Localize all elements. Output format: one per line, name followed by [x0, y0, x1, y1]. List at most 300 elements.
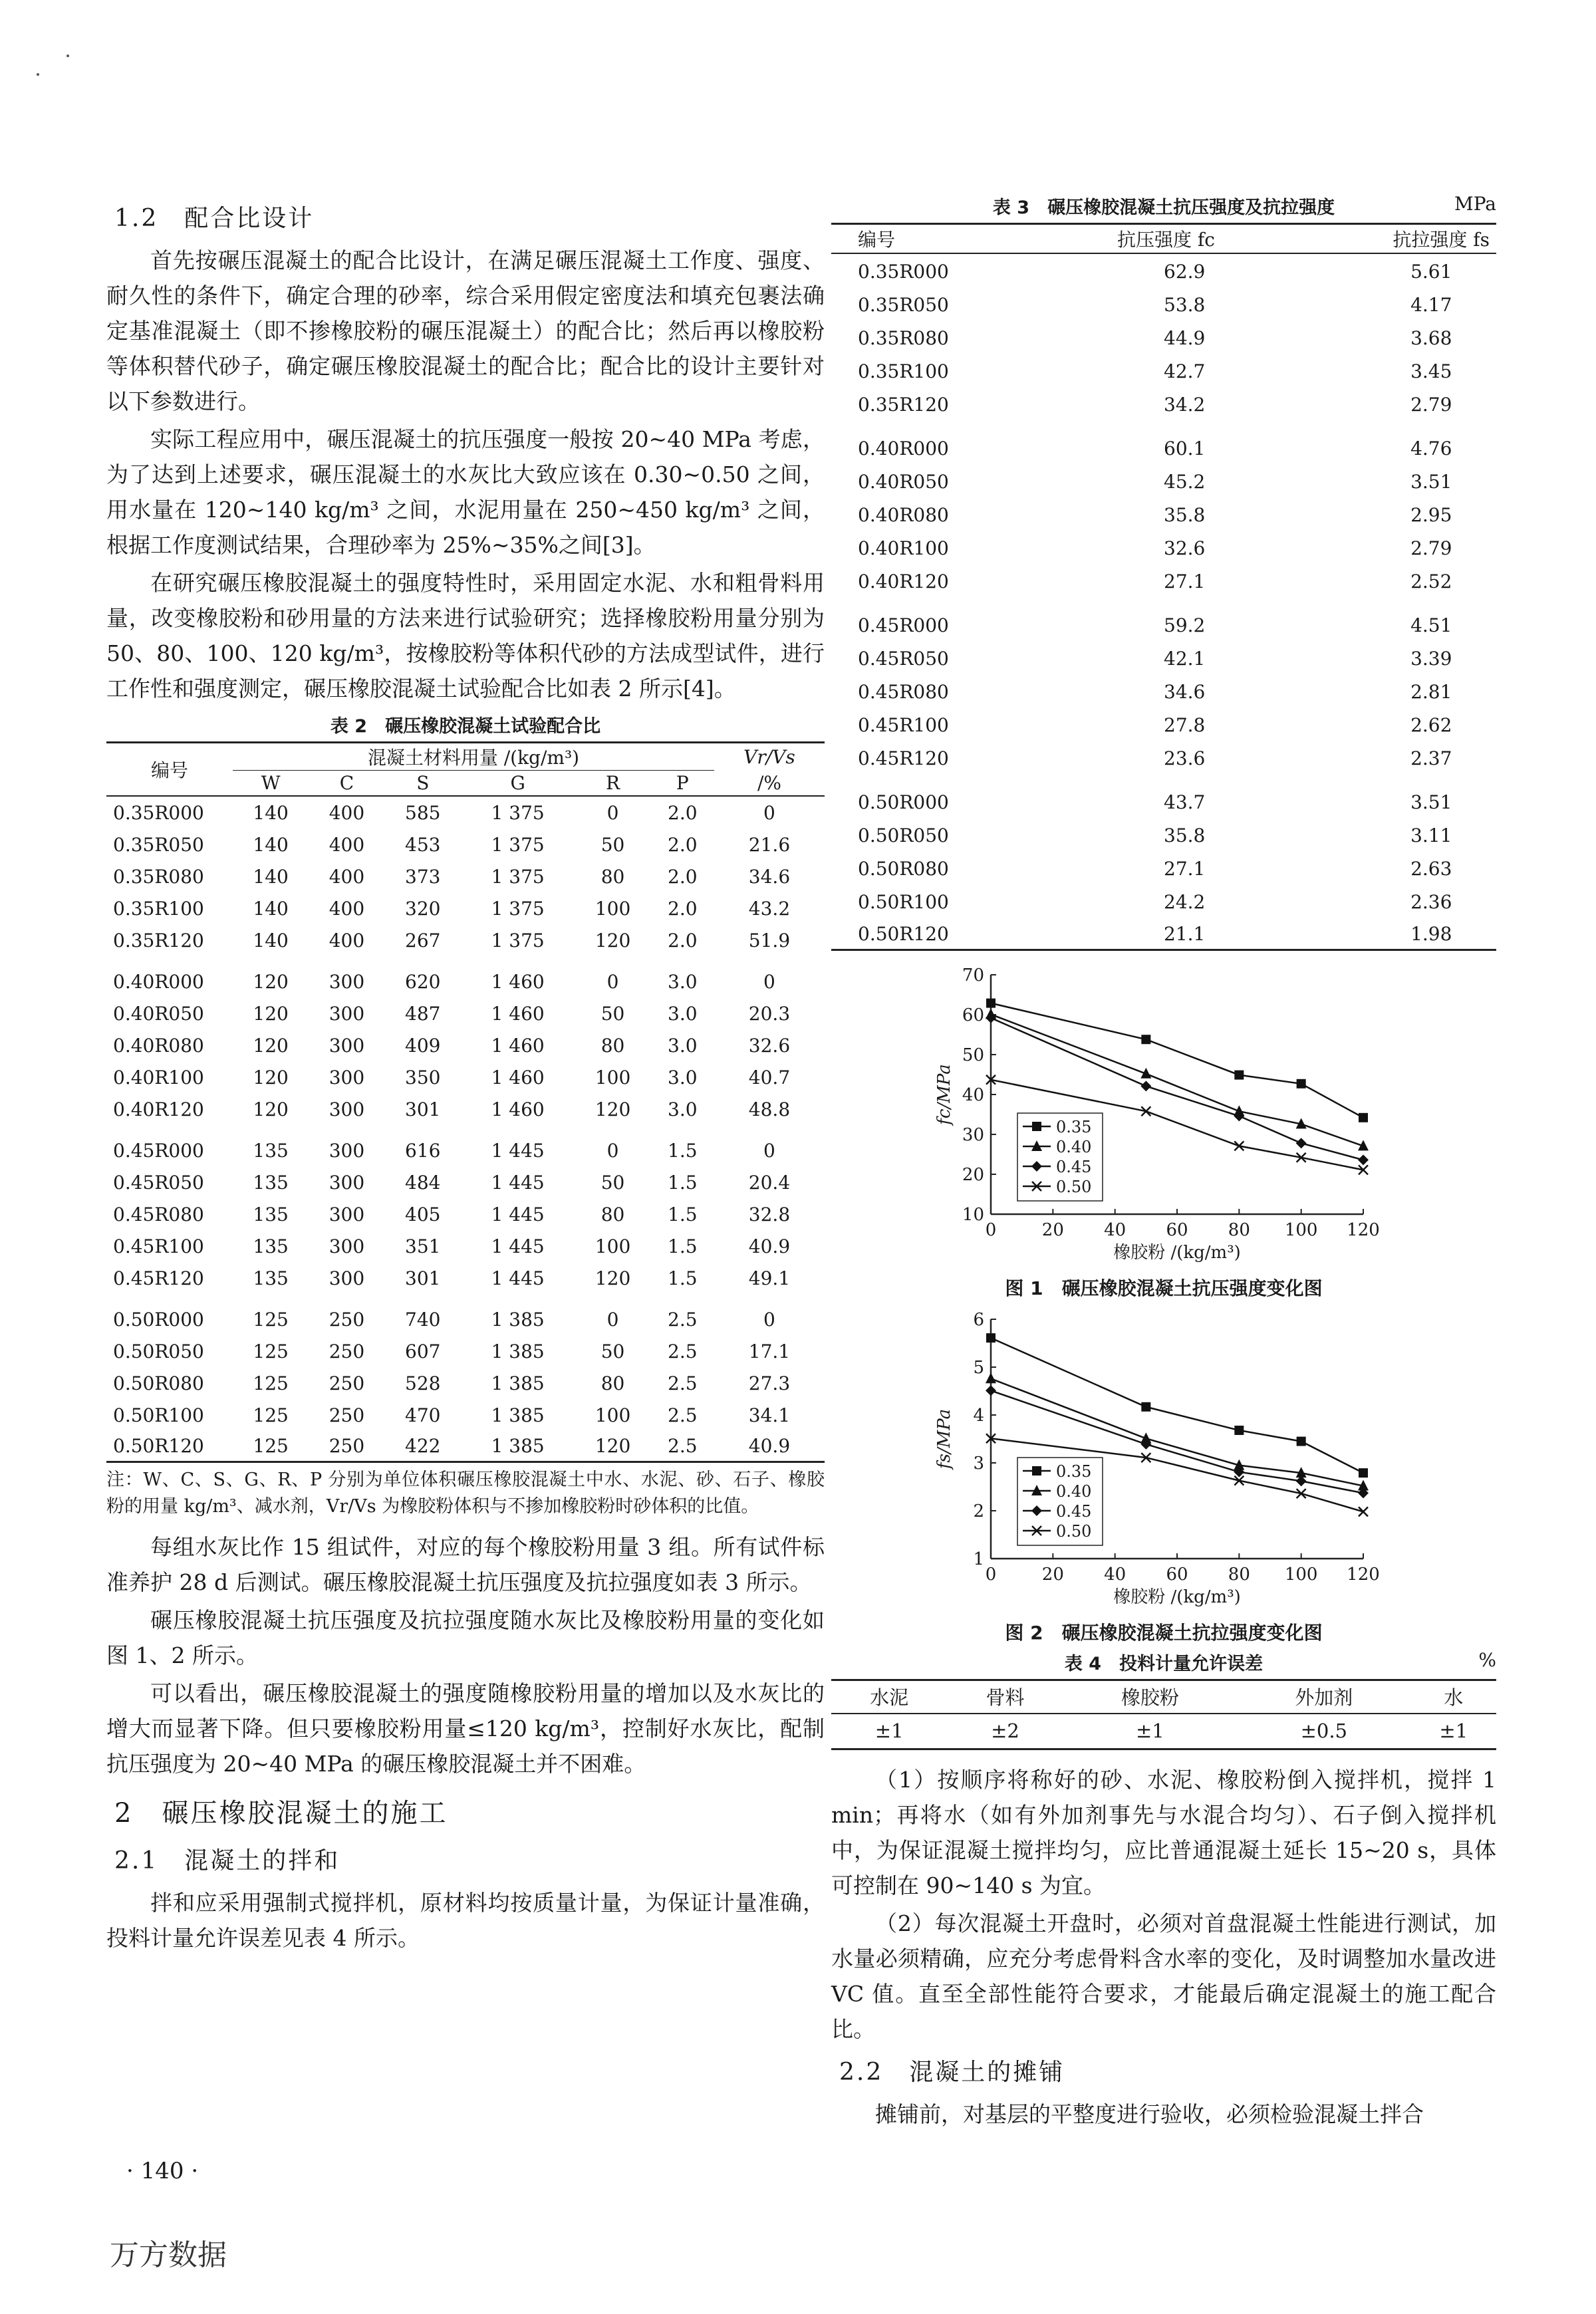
table-cell: 1 460 — [491, 1066, 545, 1089]
table-cell: 125 — [253, 1435, 289, 1457]
table-cell-id: 0.50R080 — [858, 857, 949, 880]
table-cell: 80 — [600, 1372, 625, 1394]
table-cell: 3.68 — [1410, 326, 1452, 349]
table-4-unit: % — [1478, 1649, 1496, 1671]
table-row — [106, 1430, 825, 1462]
table-cell: 23.6 — [1164, 747, 1206, 769]
table-cell: 1 445 — [491, 1235, 545, 1257]
y-tick-label: 3 — [973, 1454, 984, 1474]
table-cell: 40.9 — [748, 1435, 791, 1457]
table-cell: 1 375 — [491, 801, 545, 824]
scan-speck — [66, 55, 69, 57]
table-row — [106, 924, 825, 956]
table-cell: 250 — [329, 1404, 365, 1426]
scan-speck — [37, 73, 39, 76]
table-cell: 2.0 — [668, 801, 698, 824]
data-point-0.35 — [1234, 1426, 1244, 1435]
table-row — [106, 1198, 825, 1229]
figure-2-chart — [911, 1306, 1416, 1618]
table-cell: 3.0 — [668, 1034, 698, 1057]
table-cell: 1 385 — [491, 1404, 545, 1426]
table-cell: 20.3 — [748, 1002, 791, 1025]
table-cell: 740 — [405, 1308, 441, 1331]
table-cell: 27.8 — [1164, 713, 1206, 736]
table-cell: 59.2 — [1164, 614, 1206, 636]
table-cell-id: 0.45R100 — [858, 713, 949, 736]
paragraph: 首先按碾压混凝土的配合比设计，在满足碾压混凝土工作度、强度、耐久性的条件下，确定合理的砂率，综合采用假定密度法和填充包裹法确定基准混凝土（即不掺橡胶粉的碾压混凝土）的配合比；然后再以橡胶粉等体积替代砂子，确定碾压橡胶混凝土的配合比；配合比的设计主要针对以下参数进行。 — [106, 247, 825, 414]
table-cell: 50 — [600, 1171, 625, 1194]
table-4-cell: ±1 — [1439, 1720, 1468, 1743]
table-row — [831, 917, 1496, 950]
data-point-0.45 — [1140, 1081, 1151, 1091]
table-row — [831, 386, 1496, 420]
table-cell-id: 0.50R050 — [113, 1340, 204, 1362]
table-row — [831, 640, 1496, 674]
legend-label: 0.35 — [1056, 1462, 1092, 1481]
table-cell: 44.9 — [1164, 326, 1206, 349]
table-cell: 135 — [253, 1171, 289, 1194]
table-cell: 300 — [329, 1235, 365, 1257]
table-cell: 32.6 — [748, 1034, 791, 1057]
table-4-cell: ±1 — [1135, 1720, 1164, 1743]
data-point-0.35 — [1141, 1035, 1150, 1044]
table-cell: 120 — [253, 1002, 289, 1025]
table-3-caption: 表 3 碾压橡胶混凝土抗压强度及抗拉强度 — [992, 197, 1335, 218]
table-row — [106, 796, 825, 828]
table-cell: 300 — [329, 1034, 365, 1057]
table-cell: 140 — [253, 897, 289, 920]
table-cell-id: 0.35R100 — [113, 897, 204, 920]
table-cell: 20.4 — [748, 1171, 791, 1194]
table-cell-id: 0.35R080 — [858, 326, 949, 349]
table-cell: 301 — [405, 1098, 441, 1120]
paragraph: 每组水灰比作 15 组试件，对应的每个橡胶粉用量 3 组。所有试件标准养护 28 d 后测试。碾压橡胶混凝土抗压强度及抗拉强度如表 3 所示。 — [106, 1534, 825, 1595]
table-cell: 140 — [253, 929, 289, 952]
table-row — [831, 320, 1496, 353]
table-cell: 120 — [253, 970, 289, 993]
table-cell: 3.11 — [1410, 824, 1452, 846]
y-axis-label: fc/MPa — [934, 1064, 954, 1125]
table-cell: 2.5 — [668, 1308, 698, 1331]
table-cell-id: 0.35R000 — [113, 801, 204, 824]
table-row — [831, 530, 1496, 563]
table-cell: 470 — [405, 1404, 441, 1426]
table-cell: 3.51 — [1410, 791, 1452, 813]
table-cell-id: 0.35R120 — [113, 929, 204, 952]
x-axis-label: 橡胶粉 /(kg/m³) — [1113, 1587, 1241, 1607]
table-cell: 1 385 — [491, 1372, 545, 1394]
table-cell-id: 0.50R080 — [113, 1372, 204, 1394]
table-cell: 250 — [329, 1308, 365, 1331]
table-cell: 320 — [405, 897, 441, 920]
table-cell: 45.2 — [1164, 470, 1206, 493]
table-cell: 300 — [329, 1139, 365, 1162]
table-cell-id: 0.50R120 — [858, 923, 949, 945]
table-4 — [831, 1679, 1496, 1750]
table-row — [106, 1398, 825, 1430]
legend-marker — [1032, 1122, 1041, 1131]
table-cell-id: 0.35R050 — [113, 833, 204, 856]
left-column — [106, 193, 825, 1958]
table-cell: 400 — [329, 929, 365, 952]
table-row — [106, 997, 825, 1029]
legend-label: 0.45 — [1056, 1502, 1092, 1521]
table-cell-id: 0.40R120 — [113, 1098, 204, 1120]
table-cell: 1 385 — [491, 1435, 545, 1457]
table-cell: 2.5 — [668, 1435, 698, 1457]
table-row — [831, 596, 1496, 640]
table-row — [831, 817, 1496, 850]
table-cell: 250 — [329, 1435, 365, 1457]
data-point-0.35 — [1234, 1071, 1244, 1080]
table-cell: 5.61 — [1410, 260, 1452, 283]
x-tick-label: 40 — [1104, 1220, 1127, 1240]
table-cell: 27.1 — [1164, 857, 1206, 880]
table-cell: 1 445 — [491, 1139, 545, 1162]
table-cell: 2.0 — [668, 929, 698, 952]
table-cell-id: 0.35R120 — [858, 393, 949, 416]
table-cell: 50 — [600, 1002, 625, 1025]
table-cell: 125 — [253, 1340, 289, 1362]
table-row — [831, 420, 1496, 463]
x-tick-label: 0 — [985, 1220, 997, 1240]
table-row — [106, 1093, 825, 1124]
x-tick-label: 60 — [1166, 1565, 1188, 1585]
table-cell: 0 — [763, 970, 775, 993]
section-heading-2-2: 2.2 混凝土的摊铺 — [839, 2059, 1065, 2086]
table-cell: 2.0 — [668, 897, 698, 920]
table-cell: 0 — [606, 1308, 619, 1331]
table-cell: 1 445 — [491, 1171, 545, 1194]
table-cell: 43.2 — [748, 897, 791, 920]
legend-label: 0.50 — [1056, 1178, 1092, 1196]
data-point-0.45 — [986, 1385, 996, 1396]
section-heading-1-2: 1.2 配合比设计 — [114, 205, 315, 232]
table-row — [106, 1029, 825, 1061]
paragraph: 碾压橡胶混凝土抗压强度及抗拉强度随水灰比及橡胶粉用量的变化如图 1、2 所示。 — [106, 1607, 825, 1668]
paragraph: （1）按顺序将称好的砂、水泥、橡胶粉倒入搅拌机，搅拌 1 min；再将水（如有外加剂事先与水混合均匀）、石子倒入搅拌机中，为保证混凝土搅拌均匀，应比普通混凝土延长 15~20 s，具体可控制在 90~140 s 为宜。 — [831, 1767, 1496, 1898]
x-tick-label: 120 — [1347, 1220, 1380, 1240]
legend-label: 0.35 — [1056, 1118, 1092, 1136]
table-4-header: 骨料 — [986, 1686, 1025, 1710]
table-cell: 62.9 — [1164, 260, 1206, 283]
table-cell: 373 — [405, 865, 441, 888]
table-cell-id: 0.45R120 — [113, 1267, 204, 1289]
table-cell: 250 — [329, 1340, 365, 1362]
right-column — [831, 193, 1496, 2134]
table-cell: 1.98 — [1410, 923, 1452, 945]
table-cell: 301 — [405, 1267, 441, 1289]
table-cell-id: 0.35R050 — [858, 293, 949, 316]
y-tick-label: 5 — [973, 1358, 984, 1378]
table-row — [106, 1261, 825, 1293]
x-axis-label: 橡胶粉 /(kg/m³) — [1113, 1243, 1241, 1263]
section-heading-2-1: 2.1 混凝土的拌和 — [114, 1847, 340, 1874]
table-2 — [106, 741, 825, 1463]
table-cell: 120 — [595, 929, 631, 952]
table-2-caption: 表 2 碾压橡胶混凝土试验配合比 — [330, 716, 601, 737]
table-cell: 4.51 — [1410, 614, 1452, 636]
table-cell: 80 — [600, 865, 625, 888]
footer-watermark: 万方数据 — [110, 2238, 227, 2272]
table-cell: 27.3 — [748, 1372, 791, 1394]
table-cell: 2.62 — [1410, 713, 1452, 736]
table-cell: 2.63 — [1410, 857, 1452, 880]
table-cell: 2.95 — [1410, 503, 1452, 526]
table-4-header: 水泥 — [870, 1686, 909, 1710]
table-cell: 2.37 — [1410, 747, 1452, 769]
table-cell: 120 — [253, 1034, 289, 1057]
table-4-header: 水 — [1444, 1686, 1464, 1710]
table-row — [106, 1335, 825, 1366]
y-tick-label: 6 — [973, 1310, 984, 1330]
table-cell: 487 — [405, 1002, 441, 1025]
x-tick-label: 60 — [1166, 1220, 1188, 1240]
table-cell: 620 — [405, 970, 441, 993]
table-4-cell: ±0.5 — [1300, 1720, 1348, 1743]
data-point-0.35 — [1297, 1079, 1306, 1089]
table-cell: 35.8 — [1164, 503, 1206, 526]
table-row — [831, 287, 1496, 320]
table-row — [106, 828, 825, 860]
table-2-col-header: G — [510, 771, 525, 794]
table-cell: 34.6 — [1164, 680, 1206, 703]
table-cell: 3.45 — [1410, 360, 1452, 382]
table-cell: 32.6 — [1164, 537, 1206, 559]
table-cell: 34.2 — [1164, 393, 1206, 416]
table-cell: 140 — [253, 865, 289, 888]
table-cell: 351 — [405, 1235, 441, 1257]
table-cell: 2.36 — [1410, 890, 1452, 913]
table-row — [831, 497, 1496, 530]
table-cell: 0 — [606, 801, 619, 824]
paragraph: （2）每次混凝土开盘时，必须对首盘混凝土性能进行测试，加水量必须精确，应充分考虑骨料含水率的变化，及时调整加水量改进 VC 值。直至全部性能符合要求，才能最后确定混凝土的施工配合比。 — [831, 1910, 1496, 2042]
table-cell: 80 — [600, 1203, 625, 1225]
table-cell: 300 — [329, 1171, 365, 1194]
table-cell: 135 — [253, 1203, 289, 1225]
y-tick-label: 20 — [962, 1165, 984, 1185]
table-cell: 100 — [595, 1404, 631, 1426]
table-cell: 3.0 — [668, 1098, 698, 1120]
table-cell-id: 0.40R050 — [858, 470, 949, 493]
table-4-header: 橡胶粉 — [1121, 1686, 1179, 1710]
table-cell: 43.7 — [1164, 791, 1206, 813]
table-2-header-ratio: Vr/Vs — [743, 745, 795, 768]
table-cell: 21.1 — [1164, 923, 1206, 945]
y-tick-label: 30 — [962, 1125, 984, 1145]
table-cell-id: 0.40R050 — [113, 1002, 204, 1025]
table-cell: 1 375 — [491, 897, 545, 920]
data-point-0.45 — [1296, 1138, 1307, 1148]
data-point-0.35 — [986, 1333, 996, 1343]
table-2-col-header: P — [676, 771, 689, 794]
y-tick-label: 1 — [973, 1549, 984, 1569]
table-cell: 0 — [606, 970, 619, 993]
table-4-caption: 表 4 投料计量允许误差 — [1064, 1654, 1264, 1674]
table-row — [106, 956, 825, 997]
table-row — [106, 1124, 825, 1166]
table-cell: 50 — [600, 1340, 625, 1362]
data-point-0.45 — [1358, 1154, 1369, 1165]
table-cell: 48.8 — [748, 1098, 791, 1120]
y-axis-label: fs/MPa — [934, 1408, 954, 1470]
table-cell-id: 0.35R100 — [858, 360, 949, 382]
table-row — [831, 463, 1496, 497]
paragraph: 拌和应采用强制式搅拌机，原材料均按质量计量，为保证计量准确，投料计量允许误差见表 4 所示。 — [106, 1890, 825, 1951]
table-cell: 3.0 — [668, 970, 698, 993]
table-cell-id: 0.40R000 — [858, 437, 949, 459]
table-cell-id: 0.45R100 — [113, 1235, 204, 1257]
table-2-col-header: S — [416, 771, 430, 794]
table-cell: 1 375 — [491, 929, 545, 952]
table-cell: 300 — [329, 1203, 365, 1225]
table-cell-id: 0.45R000 — [113, 1139, 204, 1162]
table-cell: 400 — [329, 865, 365, 888]
table-cell: 34.1 — [748, 1404, 791, 1426]
table-cell: 2.5 — [668, 1404, 698, 1426]
table-row — [106, 1166, 825, 1198]
table-cell: 267 — [405, 929, 441, 952]
table-cell-id: 0.45R120 — [858, 747, 949, 769]
table-cell-id: 0.50R100 — [113, 1404, 204, 1426]
table-cell-id: 0.40R100 — [113, 1066, 204, 1089]
x-tick-label: 100 — [1284, 1220, 1318, 1240]
table-cell: 53.8 — [1164, 293, 1206, 316]
data-point-0.40 — [986, 1372, 996, 1383]
table-row — [106, 1229, 825, 1261]
table-2-header-id: 编号 — [150, 759, 188, 781]
table-2-header-group: 混凝土材料用量 /(kg/m³) — [233, 743, 714, 771]
table-cell: 120 — [595, 1435, 631, 1457]
y-tick-label: 40 — [962, 1085, 984, 1105]
table-cell: 3.51 — [1410, 470, 1452, 493]
table-cell: 120 — [253, 1098, 289, 1120]
table-cell: 300 — [329, 1066, 365, 1089]
table-cell: 1.5 — [668, 1139, 698, 1162]
x-tick-label: 80 — [1228, 1565, 1250, 1585]
table-cell: 1.5 — [668, 1267, 698, 1289]
table-cell: 140 — [253, 833, 289, 856]
table-row — [831, 740, 1496, 773]
table-cell: 0 — [763, 1139, 775, 1162]
legend-label: 0.45 — [1056, 1158, 1092, 1176]
table-row — [831, 353, 1496, 386]
table-cell: 100 — [595, 1066, 631, 1089]
figure-1-chart — [911, 962, 1416, 1274]
y-tick-label: 50 — [962, 1045, 984, 1065]
table-3-header-fc: 抗压强度 fc — [1117, 228, 1215, 251]
legend-label: 0.40 — [1056, 1482, 1092, 1501]
table-cell-id: 0.50R100 — [858, 890, 949, 913]
table-cell: 1 445 — [491, 1267, 545, 1289]
table-cell: 405 — [405, 1203, 441, 1225]
table-cell: 1 460 — [491, 970, 545, 993]
table-cell: 484 — [405, 1171, 441, 1194]
table-cell-id: 0.40R120 — [858, 570, 949, 592]
table-3-header-id: 编号 — [858, 228, 896, 251]
table-cell-id: 0.40R080 — [858, 503, 949, 526]
table-cell: 100 — [595, 897, 631, 920]
table-2-col-header: /% — [757, 771, 781, 794]
table-cell: 585 — [405, 801, 441, 824]
x-tick-label: 20 — [1041, 1565, 1064, 1585]
table-cell-id: 0.40R080 — [113, 1034, 204, 1057]
table-cell: 1.5 — [668, 1171, 698, 1194]
table-cell: 2.0 — [668, 865, 698, 888]
table-row — [831, 707, 1496, 740]
x-tick-label: 20 — [1041, 1220, 1064, 1240]
paragraph: 实际工程应用中，碾压混凝土的抗压强度一般按 20~40 MPa 考虑，为了达到上述要求，碾压混凝土的水灰比大致应该在 0.30~0.50 之间，用水量在 120~140 kg/m³ 之间，水泥用量在 250~450 kg/m³ 之间，根据工作度测试结果，合理砂率为 25%~35%之间[3]。 — [106, 426, 825, 558]
table-4-cell: ±1 — [874, 1720, 904, 1743]
table-cell: 35.8 — [1164, 824, 1206, 846]
data-point-0.35 — [1141, 1402, 1150, 1412]
table-cell: 2.52 — [1410, 570, 1452, 592]
series-line-0.35 — [991, 1003, 1363, 1118]
table-cell: 1 460 — [491, 1034, 545, 1057]
table-2-body — [106, 796, 825, 1462]
table-cell: 120 — [595, 1098, 631, 1120]
table-cell: 3.39 — [1410, 647, 1452, 670]
table-cell: 42.7 — [1164, 360, 1206, 382]
paragraph: 可以看出，碾压橡胶混凝土的强度随橡胶粉用量的增加以及水灰比的增大而显著下降。但只要橡胶粉用量≤120 kg/m³，控制好水灰比，配制抗压强度为 20~40 MPa 的碾压橡胶混凝土并不困难。 — [106, 1680, 825, 1777]
table-cell: 616 — [405, 1139, 441, 1162]
table-cell: 42.1 — [1164, 647, 1206, 670]
page-number: · 140 · — [126, 2158, 199, 2184]
data-point-0.35 — [1359, 1468, 1368, 1478]
legend-label: 0.50 — [1056, 1522, 1092, 1541]
table-cell-id: 0.50R000 — [858, 791, 949, 813]
table-2-col-header: C — [339, 771, 354, 794]
table-cell-id: 0.35R000 — [858, 260, 949, 283]
table-cell: 400 — [329, 833, 365, 856]
table-row — [831, 850, 1496, 884]
table-cell: 350 — [405, 1066, 441, 1089]
table-cell: 400 — [329, 801, 365, 824]
table-cell-id: 0.50R000 — [113, 1308, 204, 1331]
table-cell-id: 0.45R080 — [858, 680, 949, 703]
table-cell: 1 385 — [491, 1340, 545, 1362]
y-tick-label: 2 — [973, 1501, 984, 1521]
table-cell-id: 0.40R000 — [113, 970, 204, 993]
table-row — [106, 892, 825, 924]
x-tick-label: 40 — [1104, 1565, 1127, 1585]
table-4-header: 外加剂 — [1295, 1686, 1353, 1710]
table-cell: 0 — [763, 1308, 775, 1331]
table-cell: 1 460 — [491, 1098, 545, 1120]
table-3-unit: MPa — [1454, 193, 1496, 215]
table-2-note: 注：W、C、S、G、R、P 分别为单位体积碾压橡胶混凝土中水、水泥、砂、石子、橡胶粉的用量 kg/m³、减水剂，Vr/Vs 为橡胶粉体积与不掺加橡胶粉时砂体积的比值。 — [106, 1470, 825, 1517]
table-cell: 120 — [253, 1066, 289, 1089]
x-tick-label: 80 — [1228, 1220, 1250, 1240]
table-3 — [831, 223, 1496, 951]
table-cell: 34.6 — [748, 865, 791, 888]
y-tick-label: 70 — [962, 965, 984, 985]
table-2-col-header: R — [606, 771, 620, 794]
data-point-0.35 — [1297, 1437, 1306, 1446]
table-cell: 17.1 — [748, 1340, 791, 1362]
table-cell: 607 — [405, 1340, 441, 1362]
table-cell: 0 — [763, 801, 775, 824]
table-cell-id: 0.35R080 — [113, 865, 204, 888]
table-cell: 528 — [405, 1372, 441, 1394]
table-cell: 125 — [253, 1372, 289, 1394]
table-row — [831, 884, 1496, 917]
table-4-cell: ±2 — [991, 1720, 1019, 1743]
table-cell: 140 — [253, 801, 289, 824]
table-cell: 300 — [329, 1002, 365, 1025]
figure-1-caption: 图 1 碾压橡胶混凝土抗压强度变化图 — [1005, 1277, 1323, 1299]
x-tick-label: 100 — [1284, 1565, 1318, 1585]
